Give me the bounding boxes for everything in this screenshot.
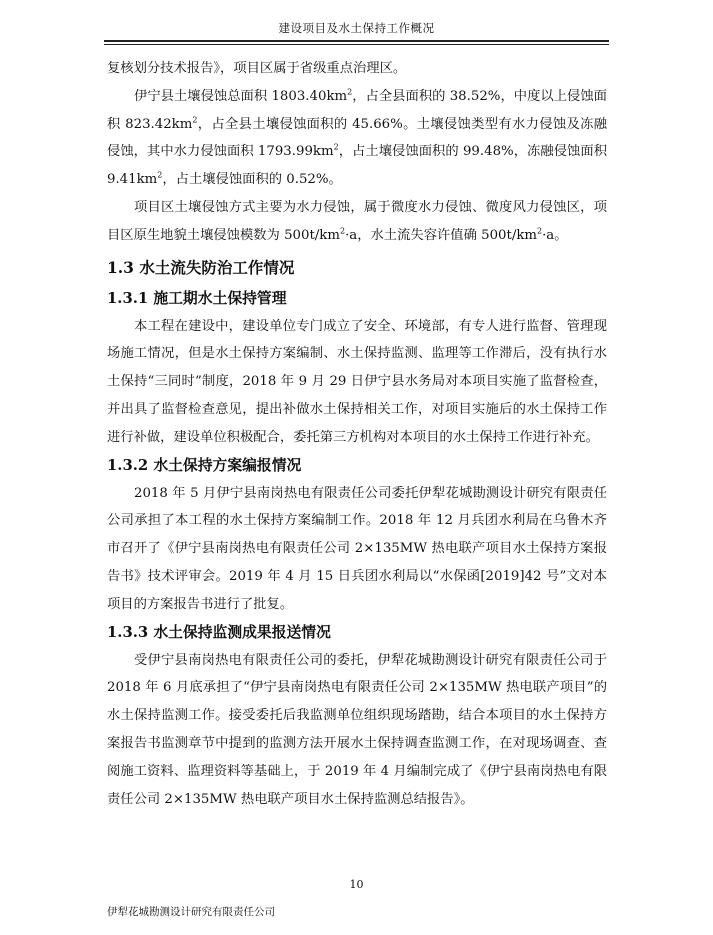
- page-footer: 伊犁花城勘测设计研究有限责任公司: [107, 906, 275, 918]
- paragraph-construction-management: 本工程在建设中，建设单位专门成立了安全、环境部，有专人进行监督、管理现场施工情况，但是水土保持方案编制、水土保持监测、监理等工作滞后，没有执行水土保持“三同时”制度，2018 年 9 月 29 日伊宁县水务局对本项目实施了监督检查，并出具了监督检查意见，提出补做水土保持相关工作，对项目实施后的水土保持工作进行补做，建设单位积极配合，委托第三方机构对本项目的水土保持工作进行补充。: [107, 318, 607, 445]
- paragraph-monitoring-results: 受伊宁县南岗热电有限责任公司的委托，伊犁花城勘测设计研究有限责任公司于 2018 年 6 月底承担了“伊宁县南岗热电有限责任公司 2×135MW 热电联产项目”的水土保持监测工作。接受委托后我监测单位组织现场踏勘，结合本项目的水土保持方案报告书监测章节中提到的监测方法开展水土保持调查监测工作，在对现场调查、查阅施工资料、监理资料等基础上，于 2019 年 4 月编制完成了《伊宁县南岗热电有限责任公司 2×135MW 热电联产项目水土保持监测总结报告》。: [107, 652, 607, 807]
- page-number: 10: [349, 878, 364, 891]
- paragraph-continuation: 复核划分技术报告》，项目区属于省级重点治理区。: [107, 61, 407, 76]
- section-heading-1-3-1: 1.3.1 施工期水土保持管理: [107, 289, 287, 307]
- page-header: 建设项目及水土保持工作概况: [104, 14, 609, 42]
- paragraph-plan-reporting: 2018 年 5 月伊宁县南岗热电有限责任公司委托伊犁花城勘测设计研究有限责任公司承担了本工程的水土保持方案编制工作。2018 年 12 月兵团水利局在乌鲁木齐市召开了《伊宁县南岗热电有限责任公司 2×135MW 热电联产项目水土保持方案报告书》技术评审会。2019 年 4 月 15 日兵团水利局以“水保函[2019]42 号”文对本项目的方案报告书进行了批复。: [107, 485, 607, 612]
- page-content: [107, 55, 607, 813]
- section-heading-1-3-2: 1.3.2 水土保持方案编报情况: [107, 456, 302, 474]
- section-heading-1-3-3: 1.3.3 水土保持监测成果报送情况: [107, 623, 331, 641]
- paragraph-erosion-type: 项目区土壤侵蚀方式主要为水力侵蚀，属于微度水力侵蚀、微度风力侵蚀区，项目区原生地貌土壤侵蚀模数为 $500t/km^2\cdot a$，水土流失容许值确 $500t/km^2\cdot a$。: [107, 199, 607, 243]
- paragraph-erosion-area: 伊宁县土壤侵蚀总面积 $1803.40km^2$，占全县面积的 38.52%，中度以上侵蚀面积 $823.42km^2$，占全县土壤侵蚀面积的 45.66%。土壤侵蚀类型有水力侵蚀及冻融侵蚀，其中水力侵蚀面积 $1793.99km^2$，占土壤侵蚀面积的 99.48%，冻融侵蚀面积 $9.41km^2$，占土壤侵蚀面积的 0.52%。: [107, 87, 607, 188]
- section-heading-1-3: 1.3 水土流失防治工作情况: [107, 257, 295, 277]
